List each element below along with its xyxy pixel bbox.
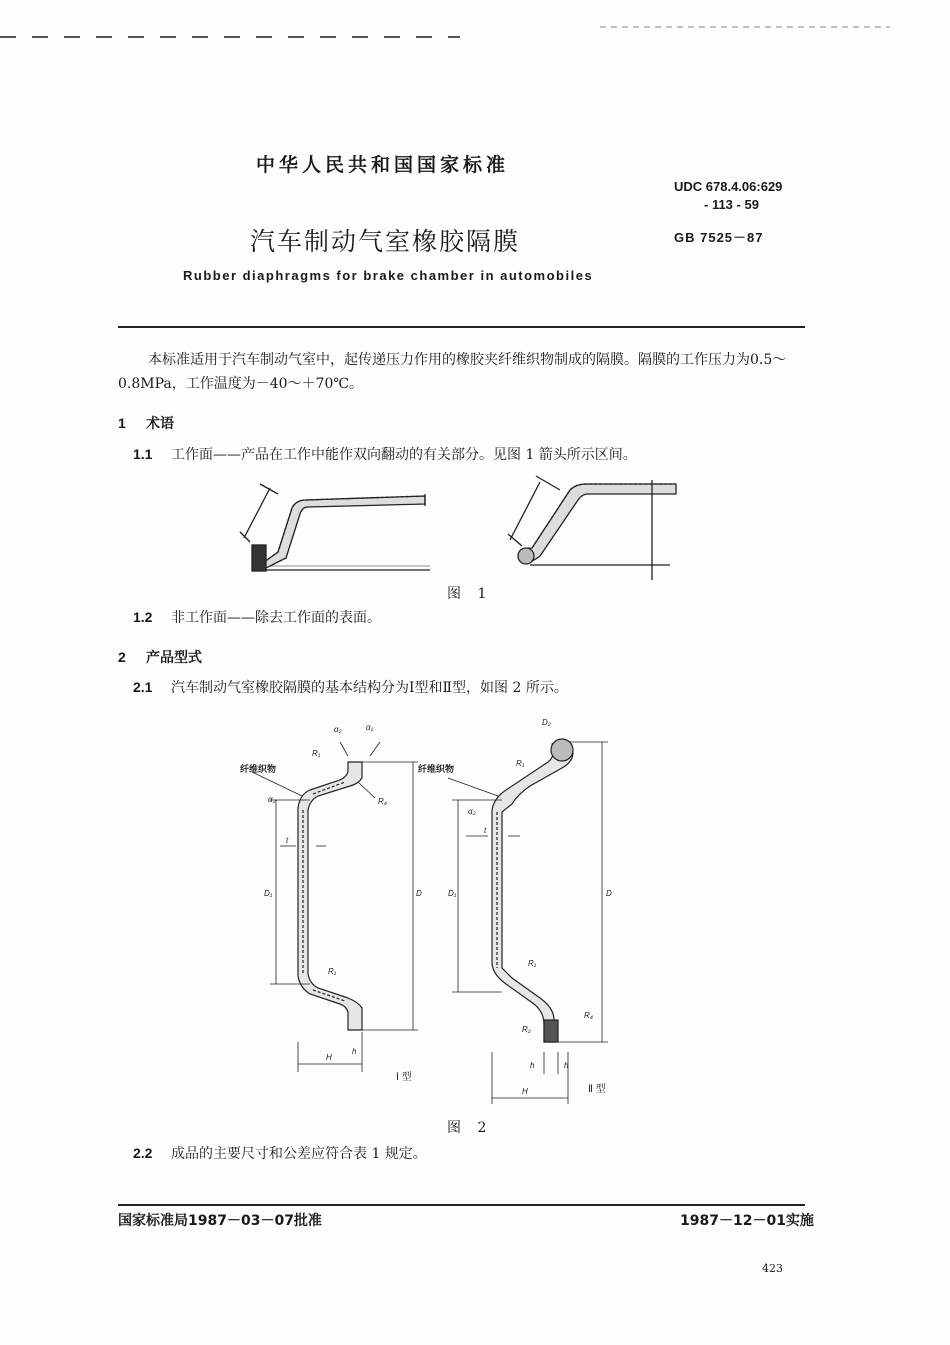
d1-label-2: D₁ bbox=[448, 889, 457, 898]
figure-1-caption: 图 1 bbox=[447, 586, 493, 602]
header-rule bbox=[118, 326, 805, 328]
fiber-label-1: 纤维织物 bbox=[240, 764, 277, 774]
section-number: 1.1 bbox=[133, 446, 153, 462]
section-title: 术语 bbox=[146, 416, 174, 432]
section-number: 1 bbox=[118, 415, 126, 431]
english-title: Rubber diaphragms for brake chamber in automobiles bbox=[183, 268, 594, 283]
intro-paragraph: 本标准适用于汽车制动气室中，起传递压力作用的橡胶夹纤维织物制成的隔膜。隔膜的工作压力为0.5～0.8MPa，工作温度为－40～＋70℃。 bbox=[118, 352, 787, 392]
fig1-left-diaphragm bbox=[240, 484, 430, 571]
udc-code-line2: - 113 - 59 bbox=[704, 197, 759, 212]
section-number: 2 bbox=[118, 649, 126, 665]
section-title: 产品型式 bbox=[146, 650, 202, 666]
figure-2-caption: 图 2 bbox=[447, 1120, 493, 1136]
section-text: 汽车制动气室橡胶隔膜的基本结构分为Ⅰ型和Ⅱ型，如图 2 所示。 bbox=[171, 680, 568, 696]
national-standard-heading: 中华人民共和国国家标准 bbox=[256, 154, 510, 176]
r4-label-1: R₄ bbox=[378, 797, 387, 806]
approval-date: 国家标准局1987－03－07批准 bbox=[118, 1213, 322, 1229]
section-text: 成品的主要尺寸和公差应符合表 1 规定。 bbox=[171, 1146, 427, 1162]
t-label-1: t bbox=[286, 836, 289, 845]
scan-artifact-dash bbox=[0, 36, 460, 38]
fig1-right-diaphragm bbox=[508, 476, 676, 580]
section-number: 2.1 bbox=[133, 679, 153, 695]
effective-date: 1987－12－01实施 bbox=[680, 1213, 814, 1229]
section-1-heading bbox=[118, 413, 174, 433]
section-1-1 bbox=[133, 444, 637, 464]
alpha2-label-1: α₂ bbox=[334, 725, 342, 734]
type2-label: Ⅱ 型 bbox=[588, 1084, 606, 1095]
big-h-label-2: H bbox=[522, 1087, 528, 1096]
scan-artifact-speck bbox=[600, 26, 890, 28]
t-label-2: t bbox=[484, 826, 487, 835]
r4-label-2: R₄ bbox=[584, 1011, 593, 1020]
d-label-2: D bbox=[606, 889, 612, 898]
d2-label: D₂ bbox=[542, 718, 551, 727]
page-number: 423 bbox=[762, 1262, 783, 1275]
section-text: 工作面——产品在工作中能作双向翻动的有关部分。见图 1 箭头所示区间。 bbox=[171, 447, 637, 463]
section-number: 1.2 bbox=[133, 609, 153, 625]
section-2-heading bbox=[118, 647, 202, 667]
udc-code: UDC 678.4.06:629 bbox=[674, 179, 783, 194]
gb-number: GB 7525－87 bbox=[674, 230, 764, 245]
fig2-type1 bbox=[252, 742, 418, 1072]
r1-label-1: R₁ bbox=[312, 749, 321, 758]
fiber-label-2: 纤维织物 bbox=[418, 764, 455, 774]
r1-label-4: R₁ bbox=[528, 959, 537, 968]
big-h-label-1: H bbox=[326, 1053, 332, 1062]
footer-rule bbox=[118, 1204, 805, 1206]
document-title: 汽车制动气室橡胶隔膜 bbox=[250, 227, 521, 256]
section-text: 非工作面——除去工作面的表面。 bbox=[171, 610, 381, 626]
h-label-3: h bbox=[564, 1061, 569, 1070]
type1-label: Ⅰ 型 bbox=[396, 1072, 412, 1083]
d-label-1: D bbox=[416, 889, 422, 898]
r1-label-2: R₁ bbox=[328, 967, 337, 976]
h-label-1: h bbox=[352, 1047, 357, 1056]
h-label-2: h bbox=[530, 1061, 535, 1070]
alpha1-label: α₁ bbox=[366, 723, 374, 732]
alpha2-label-2: α₂ bbox=[268, 795, 276, 804]
fig2-type2 bbox=[448, 739, 608, 1104]
section-2-2 bbox=[133, 1143, 427, 1163]
section-1-2 bbox=[133, 607, 381, 627]
section-2-1 bbox=[133, 677, 568, 697]
alpha2-label-3: α₂ bbox=[468, 807, 476, 816]
figure-1 bbox=[230, 470, 700, 585]
figure-2 bbox=[230, 712, 650, 1107]
d1-label-1: D₁ bbox=[264, 889, 273, 898]
section-number: 2.2 bbox=[133, 1145, 153, 1161]
r2-label: R₂ bbox=[522, 1025, 531, 1034]
r1-label-3: R₁ bbox=[516, 759, 525, 768]
